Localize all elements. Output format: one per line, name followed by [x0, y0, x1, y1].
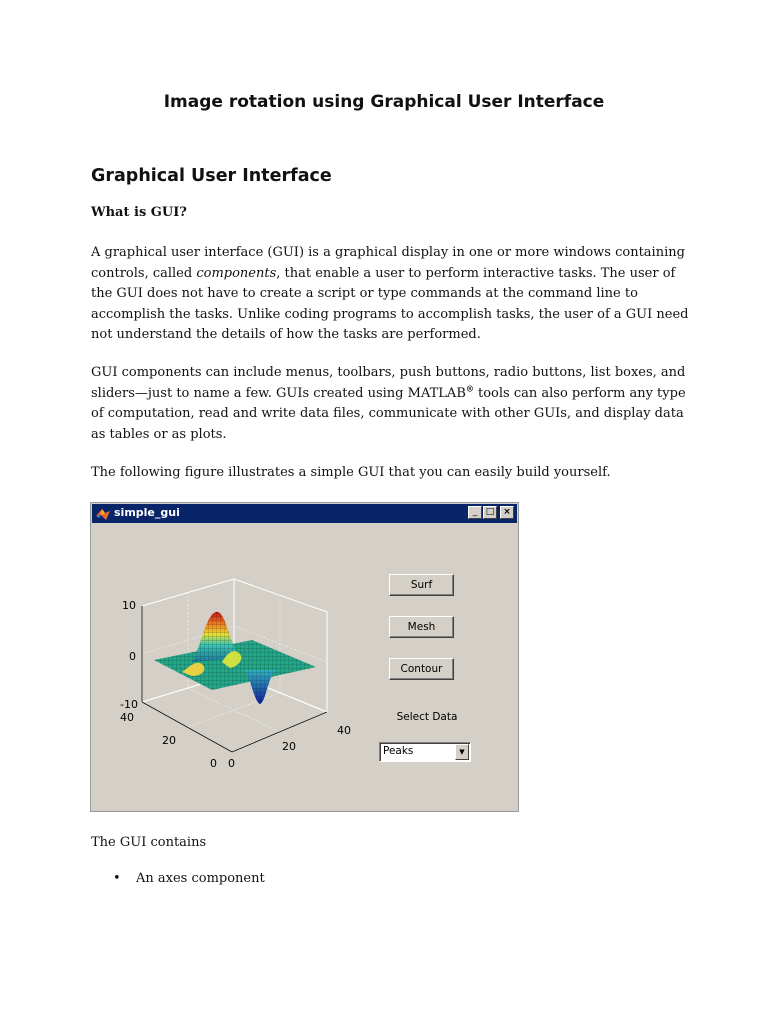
matlab-logo-icon: [95, 506, 111, 522]
window-titlebar: [92, 504, 517, 523]
paragraph-intro-part2: , that enable a user to perform interactive tasks. The user of the GUI does not have to create a script or type commands at the command line to accomplish the tasks. Unlike coding programs to accomplish tasks, the user of a GUI need not understand the details of how the tasks are performed.: [91, 265, 689, 343]
paragraph-intro: [91, 243, 691, 346]
paragraph-components: [91, 363, 691, 445]
popup-selected-value: Peaks: [383, 745, 414, 757]
components-emphasis: components: [196, 265, 277, 281]
list-item: [91, 871, 265, 886]
z-tick-10: 10: [122, 599, 136, 612]
minimize-button[interactable]: _: [468, 506, 482, 519]
paragraph-components-part1: GUI components can include menus, toolbars, push buttons, radio buttons, list boxes, and sliders—just to name a few. GUIs created using MATLAB: [91, 365, 686, 401]
gui-components-list: [91, 871, 265, 886]
paragraph-figure-intro: The following figure illustrates a simple GUI that you can easily build yourself.: [91, 465, 611, 480]
x-tick-20: 20: [282, 740, 296, 753]
y-tick-40: 40: [120, 711, 134, 724]
paragraph-gui-contains: The GUI contains: [91, 835, 207, 850]
y-tick-20: 20: [162, 734, 176, 747]
maximize-button[interactable]: □: [483, 506, 497, 519]
registered-mark: ®: [465, 383, 474, 394]
list-item-text: An axes component: [136, 871, 265, 886]
bullet-icon: •: [113, 871, 121, 886]
figure-window-screenshot: [90, 502, 519, 812]
x-tick-0: 0: [228, 757, 235, 770]
document-title: Image rotation using Graphical User Interface: [163, 92, 605, 112]
y-tick-0: 0: [210, 757, 217, 770]
contour-button[interactable]: Contour: [389, 658, 454, 680]
section-heading: Graphical User Interface: [91, 166, 332, 186]
subheading-what-is-gui: What is GUI?: [91, 205, 187, 220]
close-button[interactable]: ×: [500, 506, 514, 519]
mesh-button[interactable]: Mesh: [389, 616, 454, 638]
z-tick-0: 0: [129, 650, 136, 663]
select-data-label: Select Data: [396, 711, 458, 723]
paragraph-intro-part1: A graphical user interface (GUI) is a graphical display in one or more windows containing controls, called: [91, 245, 685, 281]
x-tick-40: 40: [337, 724, 351, 737]
select-data-popup[interactable]: [379, 742, 471, 762]
chevron-down-icon[interactable]: ▼: [455, 744, 469, 760]
z-tick-neg10: -10: [120, 698, 138, 711]
window-client-area: [92, 524, 517, 810]
window-title: simple_gui: [114, 506, 180, 519]
surf-button[interactable]: Surf: [389, 574, 454, 596]
paragraph-components-part2: tools can also perform any type of computation, read and write data files, communicate with other GUIs, and display data as tables or as plots.: [91, 385, 686, 442]
